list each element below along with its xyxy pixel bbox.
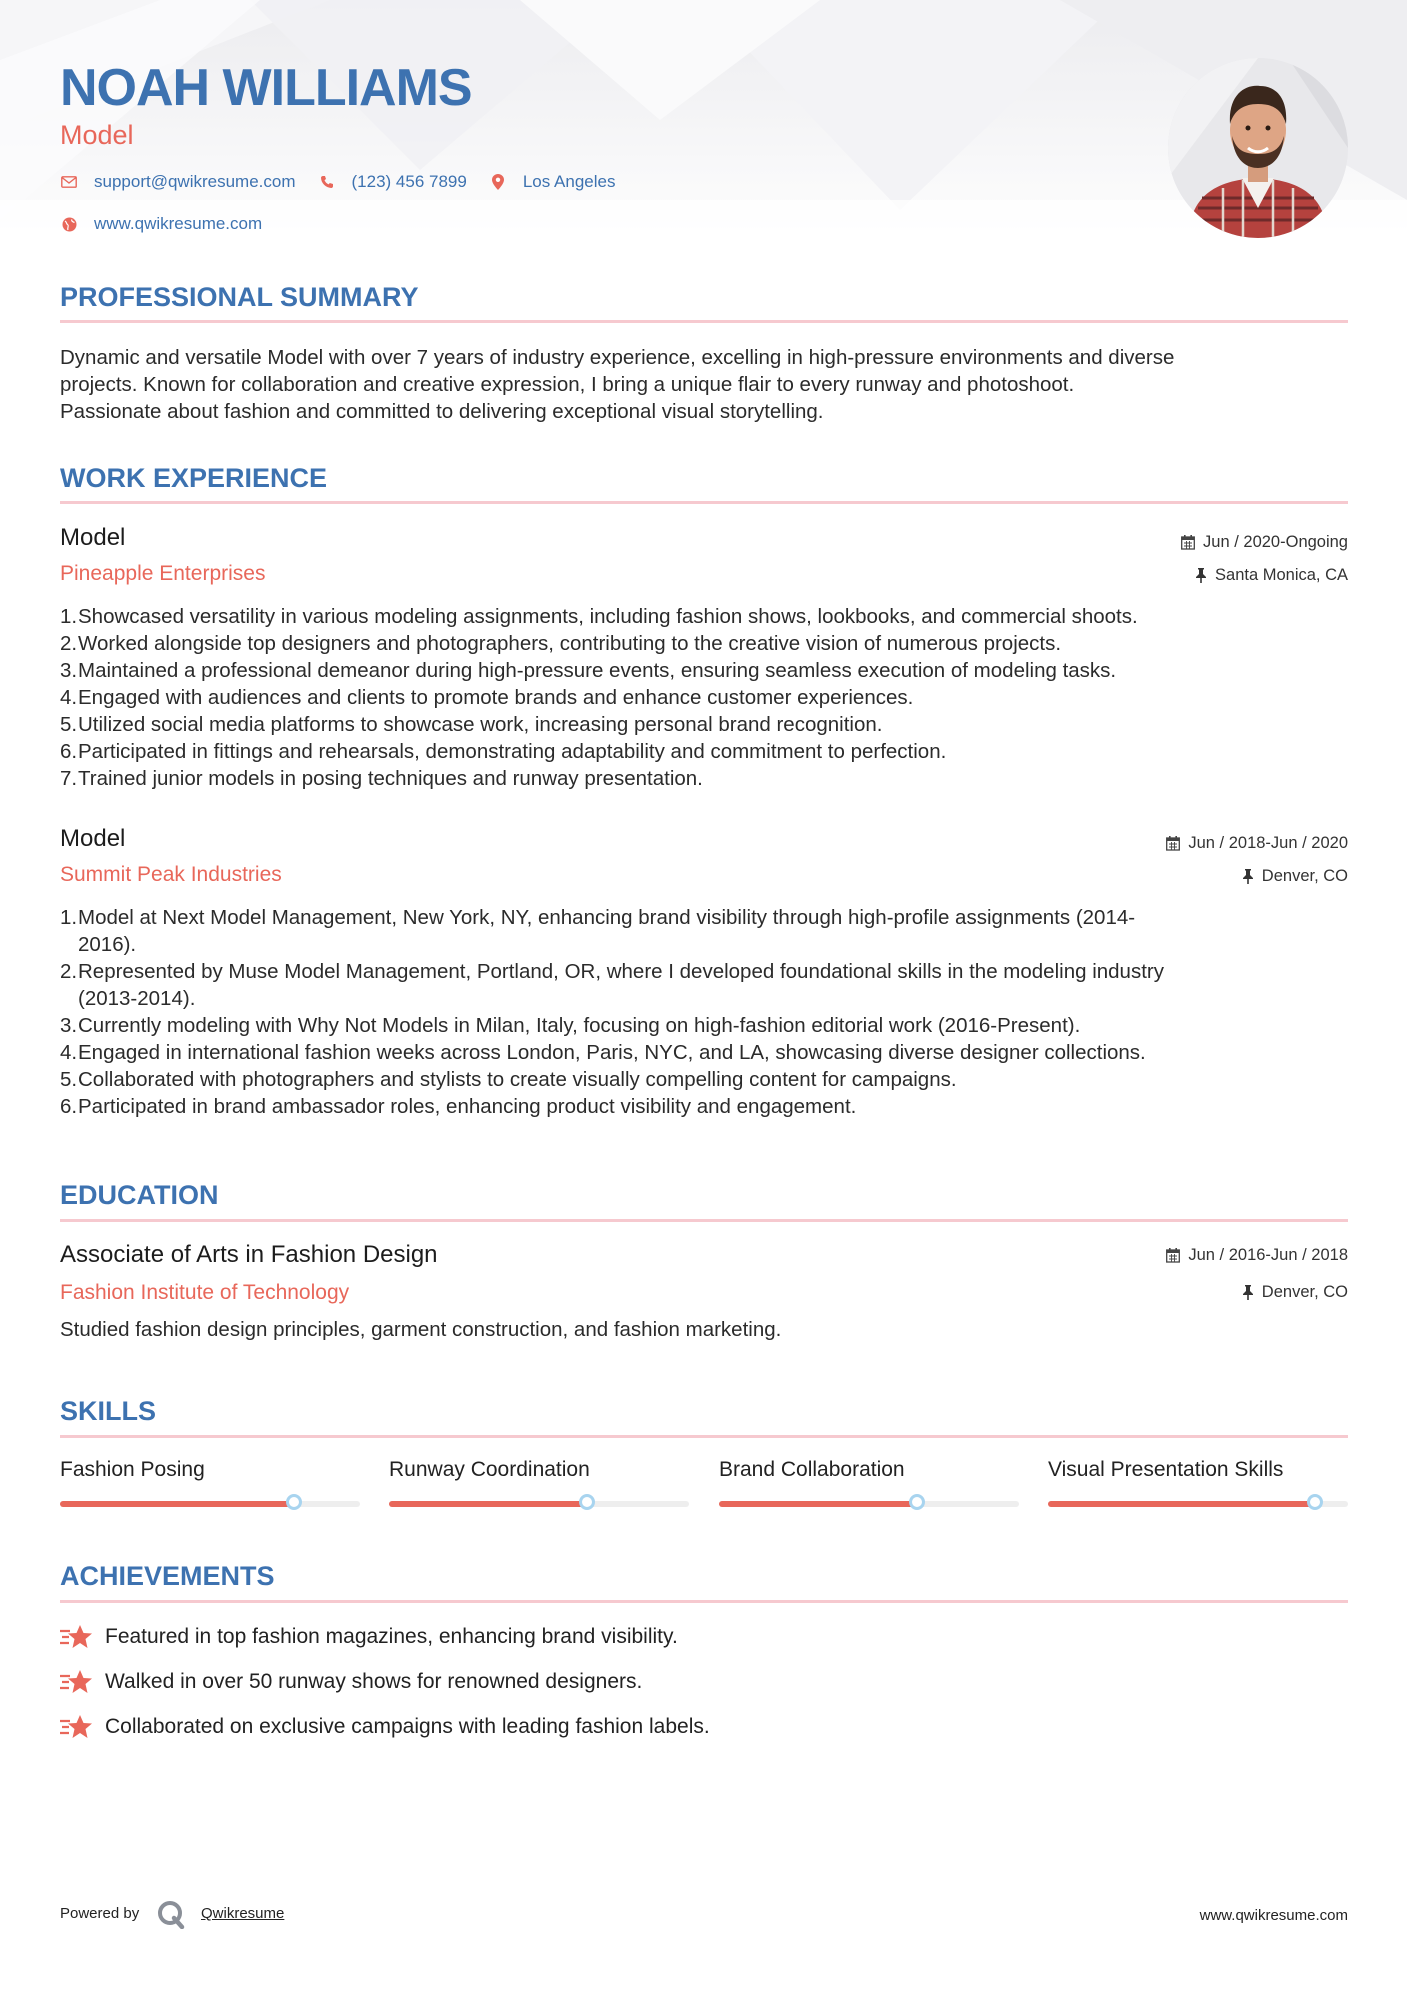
education-date-text: Jun / 2016-Jun / 2018 [1188,1246,1348,1264]
job-location [1242,865,1348,887]
list-item: 3. Currently modeling with Why Not Models in Milan, Italy, focusing on high-fashion editorial work (2016-Present). [60,1014,1081,1037]
job-company: Summit Peak Industries [60,863,282,886]
website-text: www.qwikresume.com [94,214,263,233]
job-responsibilities [60,904,1310,1120]
contact-row [60,172,637,192]
qwikresume-link[interactable]: Qwikresume [201,1905,285,1922]
summary-heading: PROFESSIONAL SUMMARY [60,282,419,312]
candidate-role: Model [60,120,134,150]
contact-row-2 [60,214,284,234]
achievement-text: Collaborated on exclusive campaigns with leading fashion labels. [105,1715,710,1738]
list-item: 2. Worked alongside top designers and photographers, contributing to the creative vision of numerous projects. [60,632,1062,655]
phone-icon [318,173,336,191]
skill-bar [60,1501,360,1507]
summary-line: Dynamic and versatile Model with over 7 years of industry experience, excelling in high-pressure environments and diverse [60,346,1175,369]
achievements-heading: ACHIEVEMENTS [60,1561,275,1591]
envelope-icon [60,173,78,191]
job-title: Model [60,825,126,852]
calendar-icon [1166,1248,1180,1263]
job-location-text: Denver, CO [1261,867,1348,885]
map-pin-icon [489,173,507,191]
list-item: 6. Participated in brand ambassador roles, enhancing product visibility and engagement. [60,1095,857,1118]
job-date-text: Jun / 2018-Jun / 2020 [1188,834,1348,852]
star-icon [60,1668,94,1696]
education-date [1166,1244,1348,1266]
pushpin-icon [1242,1285,1254,1300]
contact-phone[interactable] [318,172,467,192]
achievements-divider [60,1600,1348,1603]
summary-divider [60,320,1348,323]
experience-divider [60,501,1348,504]
summary-line: projects. Known for collaboration and creative expression, I bring a unique flair to every runway and photoshoot. [60,373,1075,396]
job-company: Pineapple Enterprises [60,562,266,585]
education-divider [60,1219,1348,1222]
skill-knob [286,1494,302,1510]
phone-text: (123) 456 7899 [351,172,467,191]
list-item: 5. Utilized social media platforms to showcase work, increasing personal brand recognition. [60,713,883,736]
achievement-text: Featured in top fashion magazines, enhancing brand visibility. [105,1625,678,1648]
pushpin-icon [1195,568,1207,583]
achievement-item [60,1623,678,1651]
job-date-text: Jun / 2020-Ongoing [1203,533,1348,551]
list-item: 3. Maintained a professional demeanor during high-pressure events, ensuring seamless execution of modeling tasks. [60,659,1117,682]
skills-divider [60,1435,1348,1438]
star-icon [60,1623,94,1651]
star-icon [60,1713,94,1741]
achievement-item [60,1713,710,1741]
skill-item [60,1456,360,1484]
contact-email[interactable] [60,172,296,192]
degree-title: Associate of Arts in Fashion Design [60,1241,438,1268]
list-item: 6. Participated in fittings and rehearsals, demonstrating adaptability and commitment to perfection. [60,740,947,763]
skill-fill [1048,1501,1315,1507]
list-item: 4. Engaged with audiences and clients to promote brands and enhance customer experiences. [60,686,914,709]
job-location-text: Santa Monica, CA [1215,566,1348,584]
calendar-icon [1181,535,1195,550]
powered-by-label: Powered by [60,1905,140,1922]
calendar-icon [1166,836,1180,851]
location-text: Los Angeles [522,172,616,191]
skill-fill [719,1501,917,1507]
skill-item [719,1456,1019,1484]
skill-name: Brand Collaboration [719,1458,905,1481]
pushpin-icon [1242,869,1254,884]
education-heading: EDUCATION [60,1180,219,1210]
summary-line: Passionate about fashion and committed to delivering exceptional visual storytelling. [60,400,824,423]
globe-icon [60,215,78,233]
skill-fill [389,1501,587,1507]
education-location-text: Denver, CO [1261,1283,1348,1301]
job-title: Model [60,524,126,551]
contact-location [489,172,616,192]
skill-item [389,1456,689,1484]
skill-bar [719,1501,1019,1507]
skill-knob [579,1494,595,1510]
skill-item [1048,1456,1348,1484]
skill-bar [1048,1501,1348,1507]
list-item: 7. Trained junior models in posing techniques and runway presentation. [60,767,703,790]
skills-heading: SKILLS [60,1396,157,1426]
job-location [1195,564,1348,586]
skill-knob [1307,1494,1323,1510]
list-item: 4. Engaged in international fashion weeks across London, Paris, NYC, and LA, showcasing diverse designer collections. [60,1041,1146,1064]
list-item: 1. Showcased versatility in various modeling assignments, including fashion shows, lookbooks, and commercial shoots. [60,605,1138,628]
qwikresume-logo-icon [156,1899,186,1929]
skill-name: Fashion Posing [60,1458,205,1481]
skill-bar [389,1501,689,1507]
footer [60,1899,1348,1929]
job-date [1181,531,1348,553]
achievement-item [60,1668,642,1696]
experience-heading: WORK EXPERIENCE [60,463,328,493]
footer-website[interactable]: www.qwikresume.com [1199,1907,1348,1924]
job-responsibilities [60,603,1310,792]
list-item: 1. Model at Next Model Management, New York, NY, enhancing brand visibility through high-profile assignments (2014- 2016). [60,906,1136,956]
skill-name: Runway Coordination [389,1458,590,1481]
school-name: Fashion Institute of Technology [60,1281,350,1304]
education-location [1242,1281,1348,1303]
summary-text [60,344,1348,425]
contact-website[interactable] [60,214,262,234]
list-item: 2. Represented by Muse Model Management, Portland, OR, where I developed foundational skills in the modeling industry (2013-2014). [60,960,1164,1010]
skill-knob [909,1494,925,1510]
profile-photo [1168,58,1348,238]
candidate-name: NOAH WILLIAMS [60,59,472,117]
achievement-text: Walked in over 50 runway shows for renowned designers. [105,1670,643,1693]
list-item: 5. Collaborated with photographers and stylists to create visually compelling content for campaigns. [60,1068,957,1091]
job-date [1166,832,1348,854]
email-text: support@qwikresume.com [94,172,296,191]
skill-fill [60,1501,294,1507]
skill-name: Visual Presentation Skills [1048,1458,1284,1481]
education-description: Studied fashion design principles, garment construction, and fashion marketing. [60,1318,782,1341]
